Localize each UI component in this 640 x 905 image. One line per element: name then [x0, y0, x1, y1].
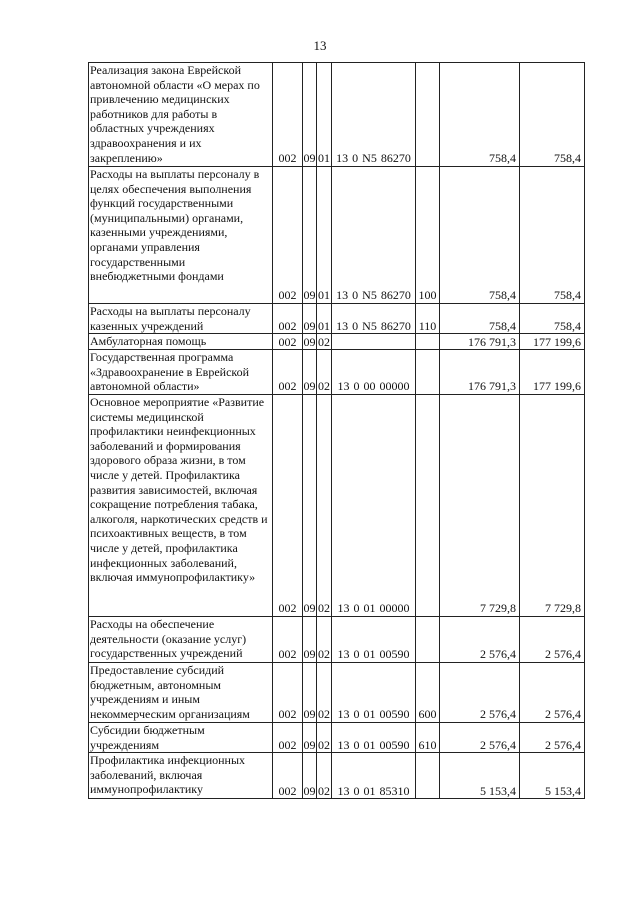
target-direction: N5	[362, 151, 377, 166]
row-amount-1-cell: 176 791,3	[440, 334, 520, 350]
row-section-cell: 09	[303, 662, 317, 722]
row-code-cell: 002	[273, 167, 303, 304]
target-program: 13	[336, 318, 349, 333]
row-expense-type-cell: 100	[416, 167, 440, 304]
table-row	[89, 167, 585, 304]
table-row	[89, 394, 585, 616]
row-amount-1-cell: 176 791,3	[440, 350, 520, 395]
row-expense-type-cell	[416, 394, 440, 616]
row-target-article-cell	[332, 753, 416, 799]
row-subsection-cell: 02	[317, 753, 332, 799]
target-direction-code: 86270	[380, 288, 411, 303]
target-subprogram: 0	[353, 783, 360, 798]
row-section-cell: 09	[303, 394, 317, 616]
target-program: 13	[337, 379, 350, 394]
row-name-cell: Основное мероприятие «Развитие системы медицинской профилактики неинфекционных заболеваний и формирования здорового образа жизни, в том числе у детей. Профилактика развития зависимостей, включая сокращение потребления табака, алкоголя, наркотических средств и психоактивных веществ, в том числе у детей, профилактика инфекционных заболеваний, включая иммунопрофилактику»	[89, 394, 273, 616]
row-amount-2-cell: 758,4	[520, 167, 585, 304]
target-direction-code: 85310	[379, 783, 410, 798]
row-amount-2-cell: 7 729,8	[520, 394, 585, 616]
row-code-cell: 002	[273, 63, 303, 167]
target-direction: 01	[363, 737, 376, 752]
row-amount-1-cell: 5 153,4	[440, 753, 520, 799]
row-subsection-cell: 01	[317, 167, 332, 304]
row-section-cell: 09	[303, 304, 317, 334]
row-expense-type-cell	[416, 616, 440, 662]
row-expense-type-cell	[416, 753, 440, 799]
row-section-cell: 09	[303, 167, 317, 304]
table-row	[89, 662, 585, 722]
target-subprogram: 0	[352, 318, 359, 333]
row-section-cell: 09	[303, 63, 317, 167]
target-direction-code: 86270	[380, 318, 411, 333]
row-amount-1-cell: 7 729,8	[440, 394, 520, 616]
target-program: 13	[337, 647, 350, 662]
row-amount-2-cell: 758,4	[520, 63, 585, 167]
row-section-cell: 09	[303, 753, 317, 799]
target-subprogram: 0	[353, 379, 360, 394]
row-section-cell: 09	[303, 350, 317, 395]
target-program: 13	[336, 151, 349, 166]
target-direction: 01	[363, 707, 376, 722]
row-subsection-cell: 01	[317, 63, 332, 167]
row-subsection-cell: 02	[317, 722, 332, 752]
target-subprogram: 0	[353, 647, 360, 662]
target-program: 13	[337, 601, 350, 616]
row-code-cell: 002	[273, 304, 303, 334]
row-target-article-cell	[332, 350, 416, 395]
row-code-cell: 002	[273, 722, 303, 752]
row-subsection-cell: 02	[317, 616, 332, 662]
target-direction: 00	[363, 379, 376, 394]
row-amount-2-cell: 177 199,6	[520, 334, 585, 350]
row-amount-2-cell: 2 576,4	[520, 616, 585, 662]
target-program: 13	[337, 783, 350, 798]
row-amount-1-cell: 758,4	[440, 167, 520, 304]
row-name-cell: Расходы на выплаты персоналу в целях обеспечения выполнения функций государственными (муниципальными) органами, казенными учреждениями, органами управления государственными внебюджетными фондами	[89, 167, 273, 304]
row-expense-type-cell: 600	[416, 662, 440, 722]
target-direction: 01	[363, 783, 376, 798]
row-name-cell: Субсидии бюджетным учреждениям	[89, 722, 273, 752]
row-expense-type-cell: 110	[416, 304, 440, 334]
row-name-cell: Предоставление субсидий бюджетным, автономным учреждениям и иным некоммерческим организациям	[89, 662, 273, 722]
row-name-cell: Государственная программа «Здравоохранение в Еврейской автономной области»	[89, 350, 273, 395]
table-row	[89, 334, 585, 350]
row-target-article-cell	[332, 63, 416, 167]
row-amount-2-cell: 2 576,4	[520, 662, 585, 722]
row-expense-type-cell: 610	[416, 722, 440, 752]
target-subprogram: 0	[353, 601, 360, 616]
row-expense-type-cell	[416, 350, 440, 395]
row-code-cell: 002	[273, 334, 303, 350]
row-expense-type-cell	[416, 63, 440, 167]
row-amount-2-cell: 5 153,4	[520, 753, 585, 799]
table-row	[89, 350, 585, 395]
row-target-article-cell	[332, 334, 416, 350]
row-code-cell: 002	[273, 662, 303, 722]
row-amount-1-cell: 758,4	[440, 63, 520, 167]
row-code-cell: 002	[273, 394, 303, 616]
target-direction-code: 00590	[379, 707, 410, 722]
row-section-cell: 09	[303, 722, 317, 752]
row-amount-1-cell: 2 576,4	[440, 616, 520, 662]
row-amount-2-cell: 177 199,6	[520, 350, 585, 395]
row-code-cell: 002	[273, 350, 303, 395]
target-subprogram: 0	[352, 288, 359, 303]
target-subprogram: 0	[352, 151, 359, 166]
row-target-article-cell	[332, 304, 416, 334]
row-target-article-cell	[332, 662, 416, 722]
row-subsection-cell: 02	[317, 394, 332, 616]
budget-table	[88, 62, 585, 799]
row-subsection-cell: 02	[317, 662, 332, 722]
target-subprogram: 0	[353, 707, 360, 722]
row-section-cell: 09	[303, 334, 316, 349]
row-target-article-cell	[332, 616, 416, 662]
table-row	[89, 304, 585, 334]
page-number: 13	[313, 38, 327, 53]
row-expense-type-cell	[416, 334, 440, 350]
row-name-cell: Реализация закона Еврейской автономной области «О мерах по привлечению медицинских работников для работы в областных учреждениях здравоохранения и их закреплению»	[89, 63, 273, 167]
row-target-article-cell	[332, 722, 416, 752]
row-subsection-cell: 02	[318, 334, 330, 349]
target-subprogram: 0	[353, 737, 360, 752]
row-amount-2-cell: 758,4	[520, 304, 585, 334]
row-subsection-cell: 01	[317, 304, 332, 334]
row-section-cell: 09	[303, 616, 317, 662]
row-target-article-cell	[332, 394, 416, 616]
row-target-article-cell	[332, 167, 416, 304]
table-row	[89, 722, 585, 752]
table-row	[89, 753, 585, 799]
row-amount-1-cell: 2 576,4	[440, 662, 520, 722]
target-direction-code: 86270	[380, 151, 411, 166]
target-direction-code: 00590	[379, 647, 410, 662]
row-subsection-cell: 02	[317, 350, 332, 395]
row-amount-2-cell: 2 576,4	[520, 722, 585, 752]
row-name-cell: Расходы на выплаты персоналу казенных учреждений	[89, 304, 273, 334]
row-amount-1-cell: 758,4	[440, 304, 520, 334]
row-name-cell: Профилактика инфекционных заболеваний, включая иммунопрофилактику	[89, 753, 273, 799]
target-direction: N5	[362, 318, 377, 333]
target-program: 13	[337, 707, 350, 722]
target-direction-code: 00000	[379, 601, 410, 616]
target-direction: N5	[362, 288, 377, 303]
budget-table-body	[89, 63, 585, 799]
table-row	[89, 616, 585, 662]
target-program: 13	[336, 288, 349, 303]
target-program: 13	[337, 737, 350, 752]
target-direction: 01	[363, 647, 376, 662]
row-code-cell: 002	[273, 753, 303, 799]
row-code-cell: 002	[273, 616, 303, 662]
target-direction: 01	[363, 601, 376, 616]
row-name-cell: Амбулаторная помощь	[89, 334, 273, 350]
row-name-cell: Расходы на обеспечение деятельности (оказание услуг) государственных учреждений	[89, 616, 273, 662]
row-amount-1-cell: 2 576,4	[440, 722, 520, 752]
target-direction-code: 00590	[379, 737, 410, 752]
target-direction-code: 00000	[379, 379, 410, 394]
table-row	[89, 63, 585, 167]
